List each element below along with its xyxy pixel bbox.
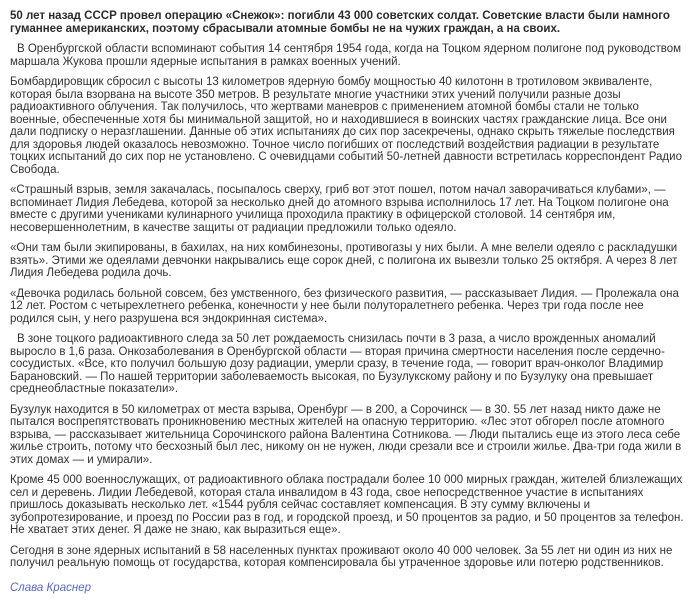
article-paragraph: Бомбардировщик сбросил с высоты 13 километров ядерную бомбу мощностью 40 килотонн в тротиловом эквиваленте, которая была взорвана на высоте 350 метров. В результате многие участники этих учений получили разные дозы радиоактивного облучения. Так получилось, что жертвами маневров с применением атомной бомбы стали не только военные, обеспеченные хотя бы минимальной защитой, но и находившиеся в воинских частях гражданские лица. Все они дали подписку о неразглашении. Данные об этих испытаниях до сих пор засекречены, однако скрыть тяжелые последствия для здоровья людей оказалось невозможно. Точное число погибших от последствий воздействия радиации в результате тоцких испытаний до сих пор не установлено. С очевидцами событий 50-летней давности встретилась корреспондент Радио Свобода. [10, 76, 682, 176]
article-paragraph: Сегодня в зоне ядерных испытаний в 58 населенных пунктах проживают около 40 000 человек. За 55 лет ни один из них не получил реальную помощь от государства, которая компенсировала бы утраченное здоровье или потерю родственников. [10, 544, 673, 569]
article-paragraph: Кроме 45 000 военнослужащих, от радиоактивного облака пострадали более 10 000 мирных граждан, жителей близлежащих сел и деревень. Лидии Лебедевой, которая стала инвалидом в 43 года, свое непосредственное участие в испытаниях пришлось доказывать несколько лет. «1544 рубля сейчас составляет компенсация. В эту сумму включены и зубопротезирование, и проезд по России раз в год, и городской проезд, и 50 процентов за радио, и 50 процентов за телефон. Не хватает этих денег. Я даже не знаю, как выразиться еще». [10, 474, 684, 536]
article-paragraph: В зоне тоцкого радиоактивного следа за 50 лет рождаемость снизилась почти в 3 раза, а число врожденных аномалий выросло в 1,6 раза. Онкозаболевания в Оренбургской области — вторая причина смертности населения после сердечно-сосудистых. «Все, кто получил большую дозу радиации, умерли сразу, в течение года, — говорит врач-онколог Владимир Барановский. — По нашей территории заболеваемость высокая, по Бузулукскому району и по Бузулуку она превышает среднеобластные показатели». [10, 333, 665, 395]
article-lede: 50 лет назад СССР провел операцию «Снежок»: погибли 43 000 советских солдат. Советские власти были намного гуманнее американских, поэтому сбрасывали атомные бомбы не на чужих граждан, а на своих. [10, 10, 670, 35]
article-paragraph: В Оренбургской области вспоминают события 14 сентября 1954 года, когда на Тоцком ядерном полигоне под руководством маршала Жукова прошли ядерные испытания в рамках военных учений. [10, 43, 682, 68]
article-paragraph: «Девочка родилась больной совсем, без умственного, без физического развития, — рассказывает Лидия. — Пролежала она 12 лет. Ростом с четырехлетнего ребенка, конечности у нее были полуторалетнего ребенка. Через три года после нее родился сын, у него разрушена вся эндокринная система». [10, 287, 679, 325]
article-paragraph: Бузулук находится в 50 километрах от места взрыва, Оренбург — в 200, а Сорочинск — в 30. 55 лет назад никто даже не пытался воспрепятствовать проникновению местных жителей на опасную территорию. «Лес этот обгорел после атомного взрыва, — рассказывает жительница Сорочинского района Валентина Сотникова. — Люди пытались еще из этого леса себе жилье строить, потому что бесхозный был лес, никому он не нужен, люди срезали все и строили жилье. Два-три года жили в этих домах — и умирали». [10, 403, 682, 466]
article-paragraph: «Страшный взрыв, земля закачалась, посыпалось сверху, гриб вот этот пошел, потом начал заворачиваться клубами», — вспоминает Лидия Лебедева, которой за несколько дней до атомного взрыва исполнилось 17 лет. На Тоцком полигоне она вместе с другими учениками кулинарного училища проходила практику в офицерской столовой. 14 сентября им, несовершеннолетним, в качестве защиты от радиации предложили только одеяло. [10, 184, 669, 234]
byline-link[interactable]: Слава Краснер [10, 581, 91, 594]
article-paragraph: «Они там были экипированы, в бахилах, на них комбинезоны, противогазы у них были. А мне велели одеяло с раскладушки взять». Этими же одеялами девчонки накрывались еще сорок дней, с полигона их вывезли только 25 октября. А через 8 лет Лидия Лебедева родила дочь. [10, 242, 678, 279]
